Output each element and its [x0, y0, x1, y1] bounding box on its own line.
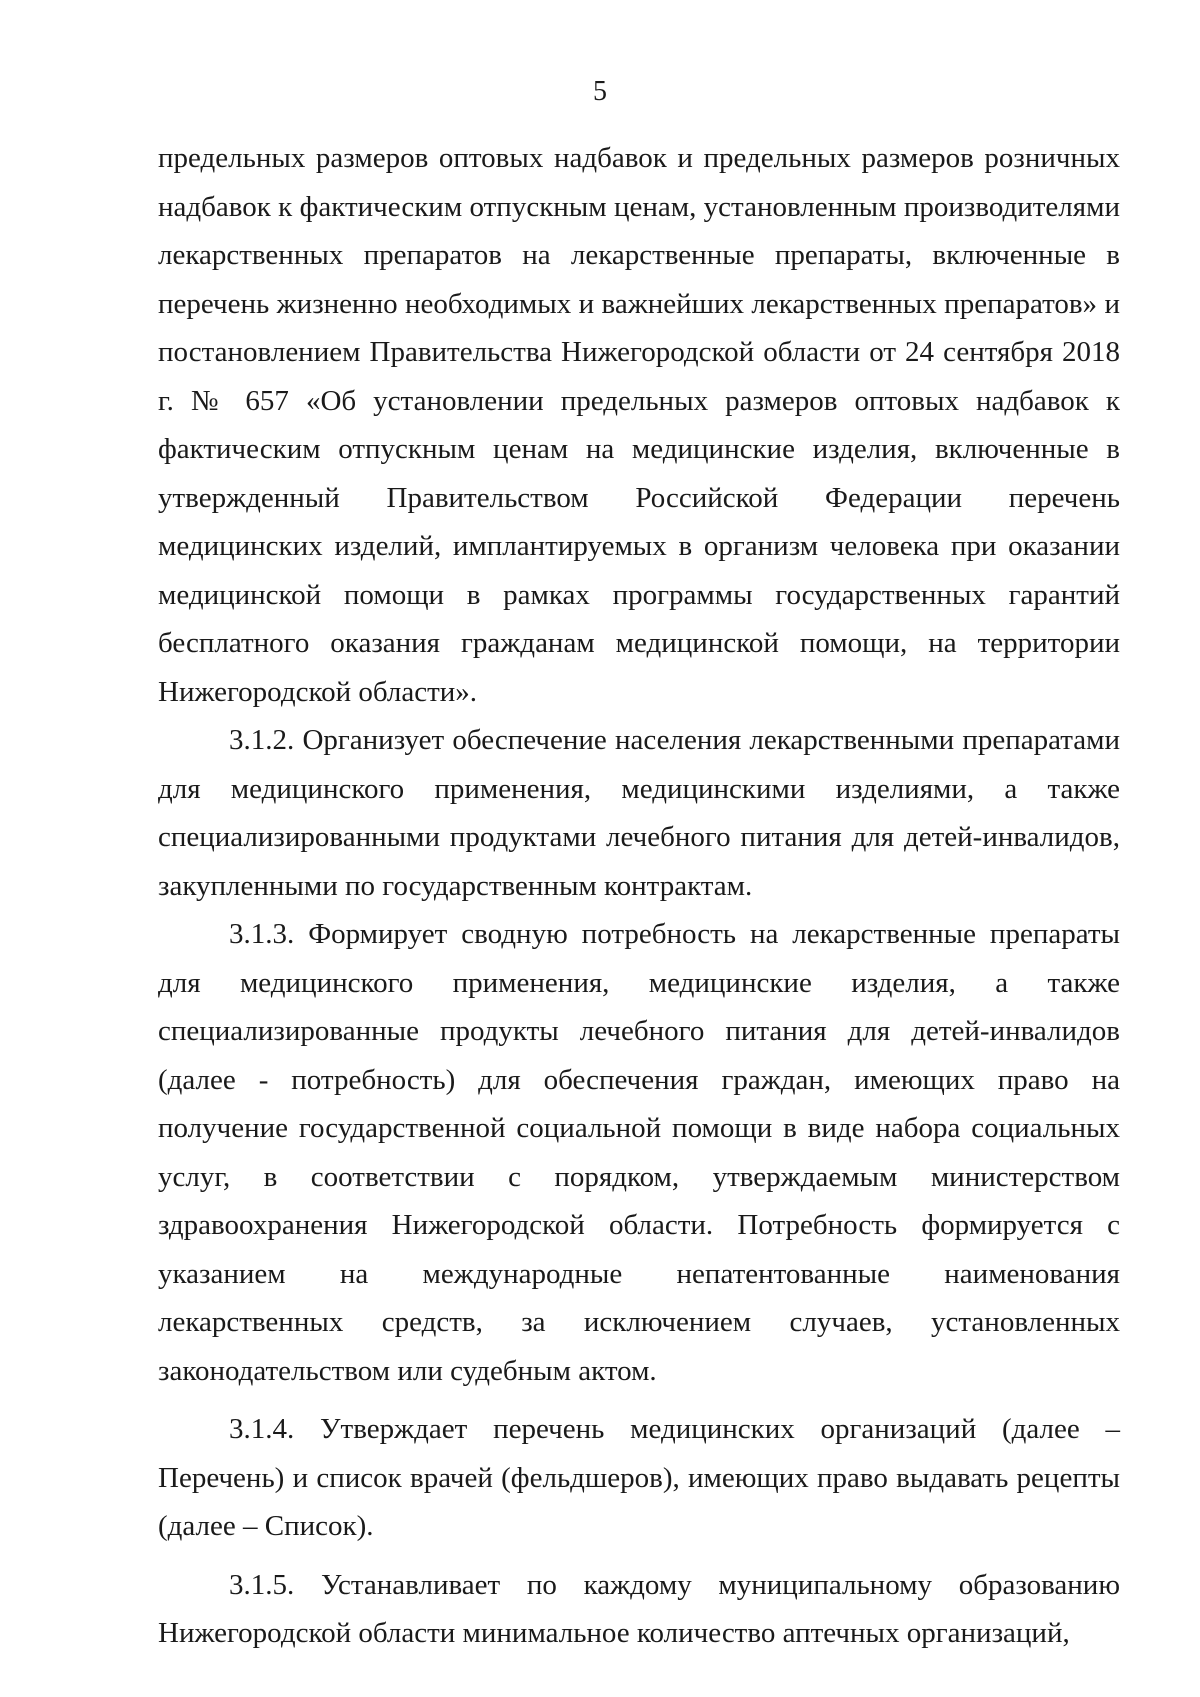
paragraph-3-1-3: 3.1.3. Формирует сводную потребность на лекарственные препараты для медицинского применения, медицинские изделия, а также специализированные продукты лечебного питания для детей-инвалидов (далее - потребность) для обеспечения граждан, имеющих право на получение государственной социальной помощи в виде набора социальных услуг, в соответствии с порядком, утверждаемым министерством здравоохранения Нижегородской области. Потребность формируется с указанием на международные непатентованные наименования лекарственных средств, за исключением случаев, установленных законодательством или судебным актом.: [158, 918, 1120, 1387]
paragraph-3-1-4: 3.1.4. Утверждает перечень медицинских организаций (далее – Перечень) и список врачей (фельдшеров), имеющих право выдавать рецепты (далее – Список).: [158, 1413, 1120, 1542]
page-number: 5: [593, 76, 607, 107]
paragraph-3-1-2: 3.1.2. Организует обеспечение населения лекарственными препаратами для медицинского применения, медицинскими изделиями, а также специализированными продуктами лечебного питания для детей-инвалидов, закупленными по государственным контрактам.: [158, 724, 1120, 902]
paragraph-continuation: предельных размеров оптовых надбавок и предельных размеров розничных надбавок к фактическим отпускным ценам, установленным производителями лекарственных препаратов на лекарственные препараты, включенные в перечень жизненно необходимых и важнейших лекарственных препаратов» и постановлением Правительства Нижегородской области от 24 сентября 2018 г. № 657 «Об установлении предельных размеров оптовых надбавок к фактическим отпускным ценам на медицинские изделия, включенные в утвержденный Правительством Российской Федерации перечень медицинских изделий, имплантируемых в организм человека при оказании медицинской помощи в рамках программы государственных гарантий бесплатного оказания гражданам медицинской помощи, на территории Нижегородской области».: [158, 142, 1120, 708]
document-body: [158, 134, 1120, 1658]
paragraph-3-1-5: 3.1.5. Устанавливает по каждому муниципальному образованию Нижегородской области минимальное количество аптечных организаций,: [158, 1568, 1120, 1649]
